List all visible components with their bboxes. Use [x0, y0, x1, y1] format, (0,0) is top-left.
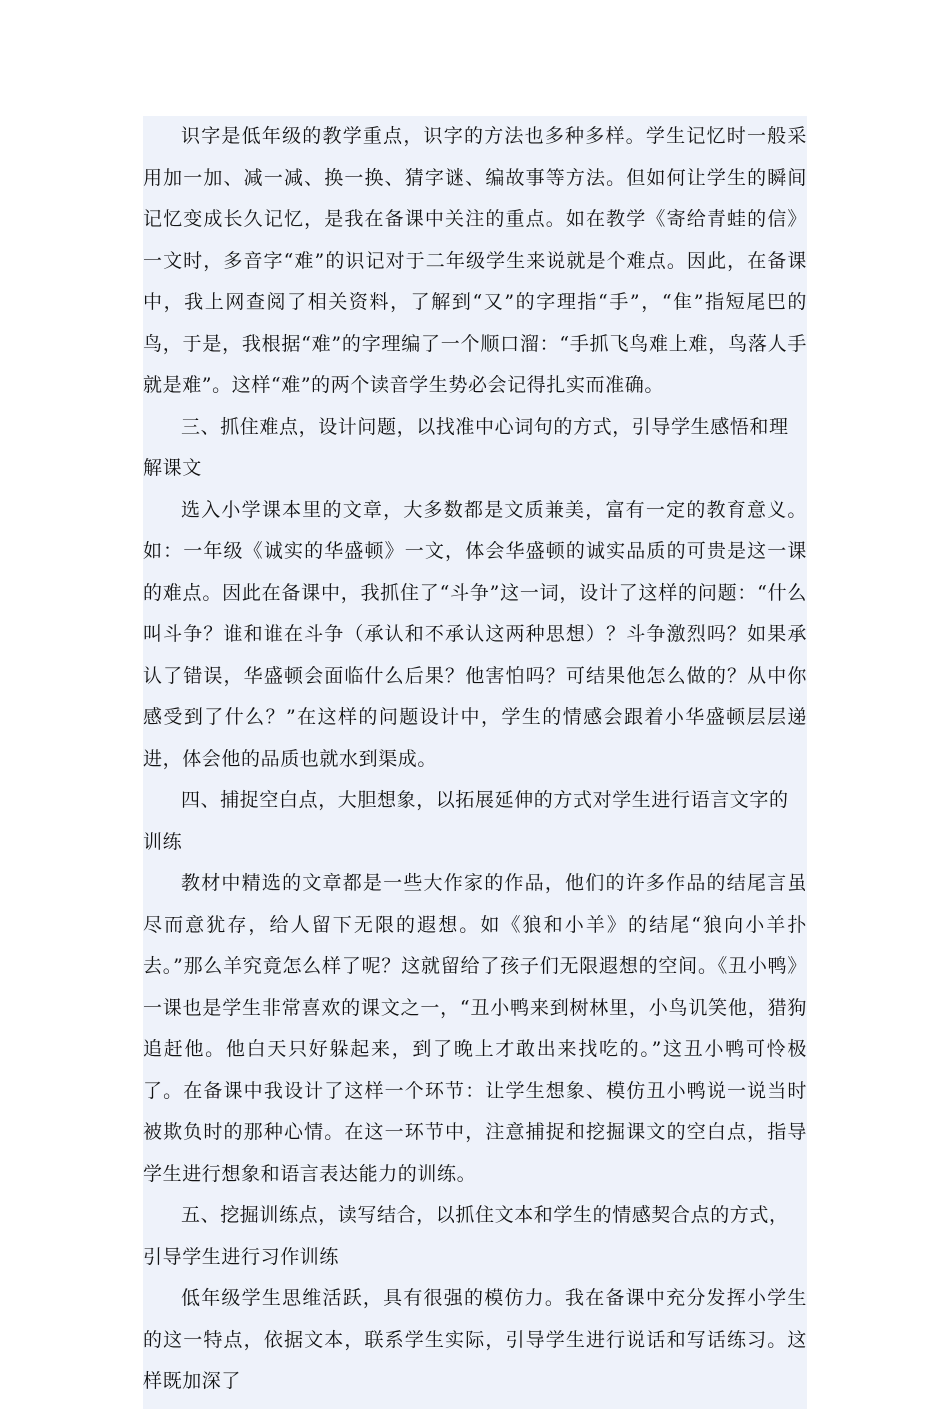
section-heading: 五、挖掘训练点，读写结合，以抓住文本和学生的情感契合点的方式，引导学生进行习作训练 — [143, 1204, 789, 1268]
body-paragraph: 教材中精选的文章都是一些大作家的作品，他们的许多作品的结尾言虽尽而意犹存，给人留下无限的遐想。如《狼和小羊》的结尾“狼向小羊扑去。”那么羊究竟怎么样了呢？这就留给了孩子们无限遐想的空间。《丑小鸭》一课也是学生非常喜欢的课文之一，“丑小鸭来到树林里，小鸟讥笑他，猎狗追赶他。他白天只好躲起来，到了晚上才敢出来找吃的。”这丑小鸭可怜极了。在备课中我设计了这样一个环节：让学生想象、模仿丑小鸭说一说当时被欺负时的那种心情。在这一环节中，注意捕捉和挖掘课文的空白点，指导学生进行想象和语言表达能力的训练。 — [143, 872, 807, 1185]
body-paragraph: 识字是低年级的教学重点，识字的方法也多种多样。学生记忆时一般采用加一加、减一减、换一换、猜字谜、编故事等方法。但如何让学生的瞬间记忆变成长久记忆，是我在备课中关注的重点。如在教学《寄给青蛙的信》一文时，多音字“难”的识记对于二年级学生来说就是个难点。因此，在备课中，我上网查阅了相关资料，了解到“又”的字理指“手”，“隹”指短尾巴的鸟，于是，我根据“难”的字理编了一个顺口溜：“手抓飞鸟难上难，鸟落人手就是难”。这样“难”的两个读音学生势必会记得扎实而准确。 — [143, 125, 807, 396]
body-paragraph: 低年级学生思维活跃，具有很强的模仿力。我在备课中充分发挥小学生的这一特点，依据文本，联系学生实际，引导学生进行说话和写话练习。这样既加深了 — [143, 1287, 807, 1392]
document-text-block — [143, 116, 807, 1409]
body-paragraph: 选入小学课本里的文章，大多数都是文质兼美，富有一定的教育意义。如：一年级《诚实的华盛顿》一文，体会华盛顿的诚实品质的可贵是这一课的难点。因此在备课中，我抓住了“斗争”这一词，设计了这样的问题：“什么叫斗争？谁和谁在斗争（承认和不承认这两种思想）？斗争激烈吗？如果承认了错误，华盛顿会面临什么后果？他害怕吗？可结果他怎么做的？从中你感受到了什么？”在这样的问题设计中，学生的情感会跟着小华盛顿层层递进，体会他的品质也就水到渠成。 — [143, 498, 807, 770]
section-heading: 四、捕捉空白点，大胆想象，以拓展延伸的方式对学生进行语言文字的训练 — [143, 789, 789, 853]
section-heading: 三、抓住难点，设计问题，以找准中心词句的方式，引导学生感悟和理解课文 — [143, 415, 789, 479]
